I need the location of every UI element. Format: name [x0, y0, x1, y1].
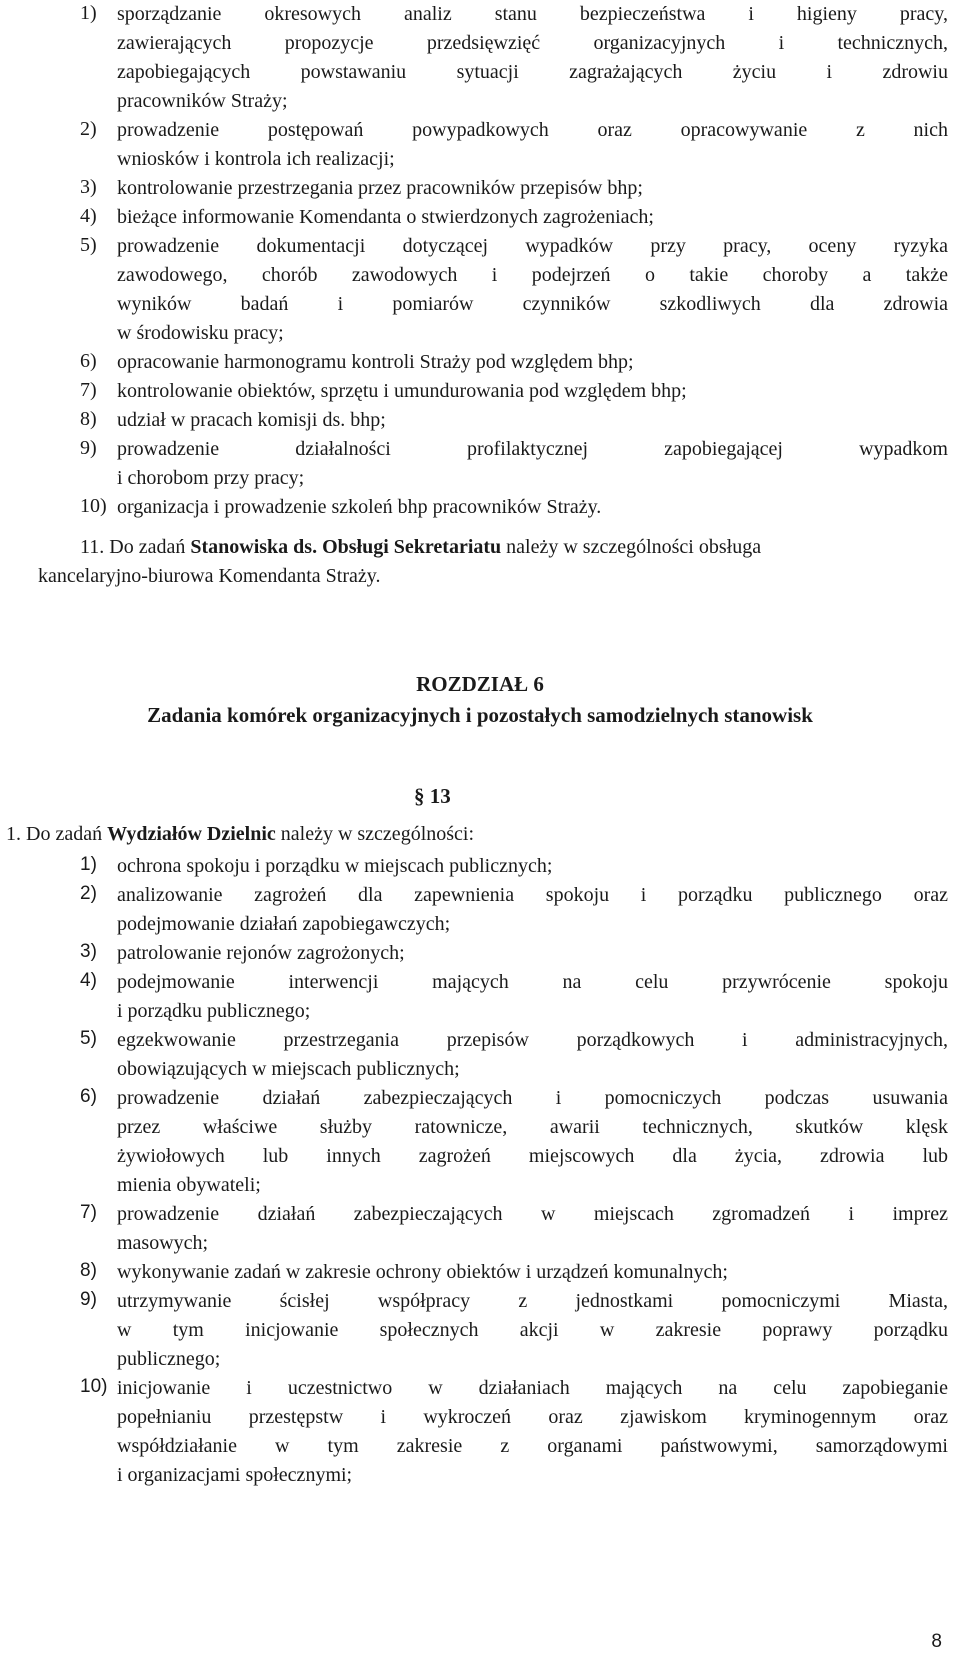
list-item-text-line: i porządku publicznego; — [117, 1000, 311, 1022]
list-item-text-line: utrzymywanie ścisłej współpracy z jednostkami pomocniczymi Miasta, — [117, 1290, 948, 1312]
list-item-number: 9) — [80, 1289, 97, 1310]
paragraph-text-post: należy w szczególności: — [275, 823, 475, 845]
paragraph-11-line2: kancelaryjno-biurowa Komendanta Straży. — [38, 565, 381, 587]
paragraph-11 — [80, 536, 761, 559]
list-item-text-line: analizowanie zagrożeń dla zapewnienia spokoju i porządku publicznego oraz — [117, 884, 948, 906]
list-item-text-line: zapobiegających powstawaniu sytuacji zagrażających życiu i zdrowiu — [117, 61, 948, 83]
page-number: 8 — [931, 1631, 942, 1652]
list-item-text-line: inicjowanie i uczestnictwo w działaniach mających na celu zapobieganie — [117, 1377, 948, 1399]
list-item-number: 5) — [80, 234, 97, 256]
list-item-text-line: prowadzenie postępowań powypadkowych oraz opracowywanie z nich — [117, 119, 948, 141]
list-item-number: 3) — [80, 176, 97, 198]
list-item-number: 3) — [80, 941, 97, 962]
list-item-text-line: zawodowego, chorób zawodowych i podejrzeń o takie choroby a także — [117, 264, 948, 286]
list-item-text-line: opracowanie harmonogramu kontroli Straży pod względem bhp; — [117, 351, 634, 373]
paragraph-number: 1. — [6, 823, 21, 845]
list-item-text-line: popełnianiu przestępstw i wykroczeń oraz zjawiskom kryminogennym oraz — [117, 1406, 948, 1428]
list-item-number: 8) — [80, 1260, 97, 1281]
list-item-text-line: zawierających propozycje przedsięwzięć organizacyjnych i technicznych, — [117, 32, 948, 54]
list-item-number: 10) — [80, 495, 107, 517]
list-item-number: 6) — [80, 350, 97, 372]
paragraph-number: 11. — [80, 536, 105, 558]
list-item-text-line: podejmowanie działań zapobiegawczych; — [117, 913, 451, 935]
list-item-text-line: publicznego; — [117, 1348, 221, 1370]
list-item-text-line: obowiązujących w miejscach publicznych; — [117, 1058, 460, 1080]
list-item-text-line: prowadzenie działań zabezpieczających i pomocniczych podczas usuwania — [117, 1087, 948, 1109]
list-item-text-line: sporządzanie okresowych analiz stanu bezpieczeństwa i higieny pracy, — [117, 3, 948, 25]
list-item-text-line: masowych; — [117, 1232, 209, 1254]
list-item-text-line: bieżące informowanie Komendanta o stwierdzonych zagrożeniach; — [117, 206, 654, 228]
list-item-text-line: patrolowanie rejonów zagrożonych; — [117, 942, 405, 964]
list-item-number: 7) — [80, 1202, 97, 1223]
list-item-text-line: podejmowanie interwencji mających na celu przywrócenie spokoju — [117, 971, 948, 993]
list-item-number: 4) — [80, 970, 97, 991]
list-item-text-line: wniosków i kontrola ich realizacji; — [117, 148, 395, 170]
chapter-heading: ROZDZIAŁ 6 — [416, 672, 544, 696]
list-item-number: 9) — [80, 437, 97, 459]
list-item-text-line: w środowisku pracy; — [117, 322, 284, 344]
list-item-number: 2) — [80, 883, 97, 904]
list-item-text-line: pracowników Straży; — [117, 90, 288, 112]
list-item-text-line: prowadzenie działalności profilaktycznej zapobiegającej wypadkom — [117, 438, 948, 460]
list-item-text-line: egzekwowanie przestrzegania przepisów porządkowych i administracyjnych, — [117, 1029, 948, 1051]
list-item-text-line: prowadzenie dokumentacji dotyczącej wypadków przy pracy, oceny ryzyka — [117, 235, 948, 257]
paragraph-text-pre: Do zadań — [26, 823, 108, 845]
list-item-text-line: i organizacjami społecznymi; — [117, 1464, 353, 1486]
paragraph-text-pre: Do zadań — [109, 536, 191, 558]
list-item-text-line: przez właściwe służby ratownicze, awarii technicznych, skutków klęsk — [117, 1116, 948, 1138]
list-item-number: 1) — [80, 854, 97, 875]
list-item-text-line: organizacja i prowadzenie szkoleń bhp pracowników Straży. — [117, 496, 602, 518]
list-item-number: 4) — [80, 205, 97, 227]
list-item-number: 8) — [80, 408, 97, 430]
list-item-text-line: ochrona spokoju i porządku w miejscach publicznych; — [117, 855, 553, 877]
unit-name: Wydziałów Dzielnic — [107, 823, 276, 845]
list-item-text-line: i chorobom przy pracy; — [117, 467, 305, 489]
list-item-number: 10) — [80, 1376, 108, 1397]
list-item-text-line: wykonywanie zadań w zakresie ochrony obiektów i urządzeń komunalnych; — [117, 1261, 728, 1283]
unit-name-part1: Stanowiska ds. — [190, 536, 323, 558]
unit-name-part2: Obsługi Sekretariatu — [322, 536, 502, 558]
list-item-text-line: mienia obywateli; — [117, 1174, 261, 1196]
list-item-text-line: współdziałanie w tym zakresie z organami państwowymi, samorządowymi — [117, 1435, 948, 1457]
list-item-text-line: prowadzenie działań zabezpieczających w miejscach zgromadzeń i imprez — [117, 1203, 948, 1225]
list-item-text-line: udział w pracach komisji ds. bhp; — [117, 409, 386, 431]
list-item-text-line: kontrolowanie obiektów, sprzętu i umundurowania pod względem bhp; — [117, 380, 687, 402]
list-item-text-line: w tym inicjowanie społecznych akcji w zakresie poprawy porządku — [117, 1319, 948, 1341]
chapter-title: Zadania komórek organizacyjnych i pozostałych samodzielnych stanowisk — [147, 703, 813, 727]
list-item-number: 7) — [80, 379, 97, 401]
list-item-text-line: kontrolowanie przestrzegania przez pracowników przepisów bhp; — [117, 177, 643, 199]
list-item-text-line: żywiołowych lub innych zagrożeń miejscowych dla życia, zdrowia lub — [117, 1145, 948, 1167]
section-sign: § 13 — [414, 784, 451, 808]
paragraph-1 — [6, 823, 474, 846]
list-item-number: 5) — [80, 1028, 97, 1049]
list-item-text-line: wyników badań i pomiarów czynników szkodliwych dla zdrowia — [117, 293, 948, 315]
paragraph-text-post: należy w szczególności obsługa — [501, 536, 762, 558]
list-item-number: 6) — [80, 1086, 97, 1107]
list-item-number: 1) — [80, 2, 97, 24]
list-item-number: 2) — [80, 118, 97, 140]
